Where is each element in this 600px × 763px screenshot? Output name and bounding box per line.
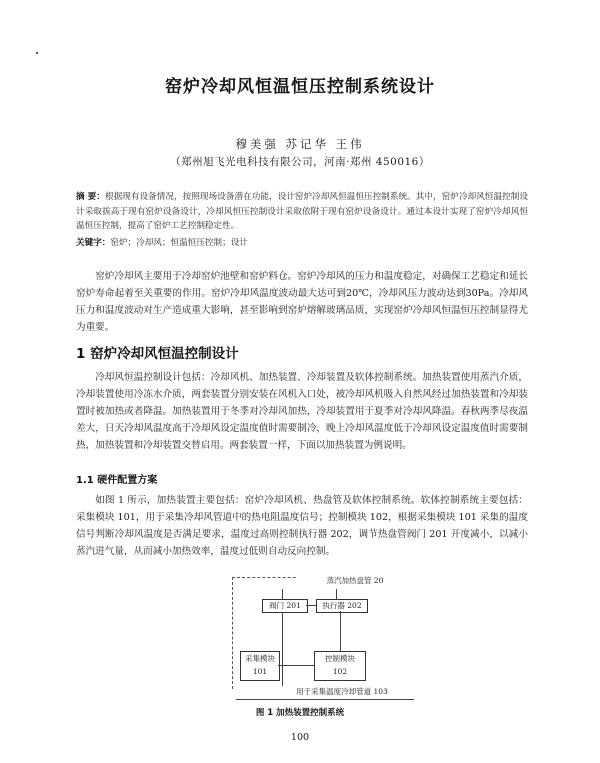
control-module-label: 控制模块 xyxy=(325,654,355,663)
valve-box: 阀门 201 xyxy=(262,599,308,613)
figure-connector xyxy=(306,605,316,606)
paper-affiliation: （郑州旭飞光电科技有限公司，河南·郑州 450016） xyxy=(170,156,430,168)
paper-title: 窑炉冷却风恒温恒压控制系统设计 xyxy=(165,77,435,97)
figure-connector xyxy=(278,665,314,666)
intro-paragraph: 窑炉冷却风主要用于冷却窑炉池壁和窑炉料仓。窑炉冷却风的压力和温度稳定，对确保工艺稳定和延长窑炉寿命起着至关重要的作用。窑炉冷却风温度波动最大达可到20℃，冷却风压力波动达到30Pa。冷却风压力和温度波动对生产造成重大影响，甚至影响到窑炉熔解玻璃品质，实现窑炉冷却风恒温恒压控制显得尤为重要。 xyxy=(76,271,528,333)
control-module-box xyxy=(314,651,366,681)
keywords xyxy=(76,236,528,248)
control-module-number: 102 xyxy=(332,667,348,676)
keywords-text: 窑炉；冷却风；恒温恒压控制；设计 xyxy=(110,238,248,248)
figure-connector xyxy=(340,611,341,651)
section-1-1-heading: 1.1 硬件配置方案 xyxy=(76,475,158,486)
section-1-1-paragraph: 如图 1 所示，加热装置主要包括：窑炉冷却风机、热盘管及软体控制系统。软体控制系统主要包括：采集模块 101，用于采集冷却风管道中的热电阻温度信号；控制模块 102，根据采集模块 101 采集的温度信号判断冷却风温度是否满足要求，温度过高则控制执行器 202，调节热盘管阀门 201 开度减小，以减小蒸汽进气量，从而减小加热效率，温度过低则自动反向控制。 xyxy=(76,495,528,557)
abstract xyxy=(76,190,528,234)
actuator-box: 执行器 202 xyxy=(316,599,368,613)
keywords-label: 关键字： xyxy=(76,238,111,248)
figure-connector xyxy=(236,699,414,700)
figure-dashed-line xyxy=(232,577,233,689)
collect-module-label: 采集模块 xyxy=(245,654,275,663)
collect-module-box xyxy=(240,651,280,681)
page-number: 100 xyxy=(290,732,310,743)
cooling-duct-box: 用于采集温度冷却管道 103 xyxy=(276,686,408,698)
figure-caption: 图 1 加热装置控制系统 xyxy=(255,708,345,718)
paper-authors: 穆美强 苏记华 王伟 xyxy=(235,137,365,151)
section-1-heading: 1 窑炉冷却风恒温控制设计 xyxy=(76,346,239,362)
abstract-text: 根据现有设备情况，按照现场设备潜在功能，设计窑炉冷却风恒温恒压控制系统。其中，窑炉冷却风恒温控制设计采取拔高于现有窑炉设备设计，冷却风恒压控制设计采取依附于现有窑炉设备设计。通过本设计实现了窑炉冷却风恒温恒压控制，提高了窑炉工艺控制稳定性。 xyxy=(76,192,528,231)
section-1-paragraph: 冷却风恒温控制设计包括：冷却风机、加热装置、冷却装置及软体控制系统。加热装置使用蒸汽介质，冷却装置使用冷冻水介质，两套装置分别安装在风机入口处，被冷却风机吸入自然风经过加热装置和冷却装置时被加热或者降温。加热装置用于冬季对冷却风加热，冷却装置用于夏季对冷却风降温。春秋两季尽夜温差大，日天冷却风温度高于冷却风设定温度值时需要制冷，晚上冷却风温度低于冷却风设定温度值时需要制热，加热装置和冷却装置交替启用。两套装置一样，下面以加热装置为例说明。 xyxy=(76,372,528,451)
abstract-label: 摘 要： xyxy=(76,192,105,202)
scan-speck xyxy=(36,52,38,54)
heating-coil-box: 蒸汽加热盘管 20 xyxy=(296,575,414,587)
collect-module-number: 101 xyxy=(252,667,268,676)
